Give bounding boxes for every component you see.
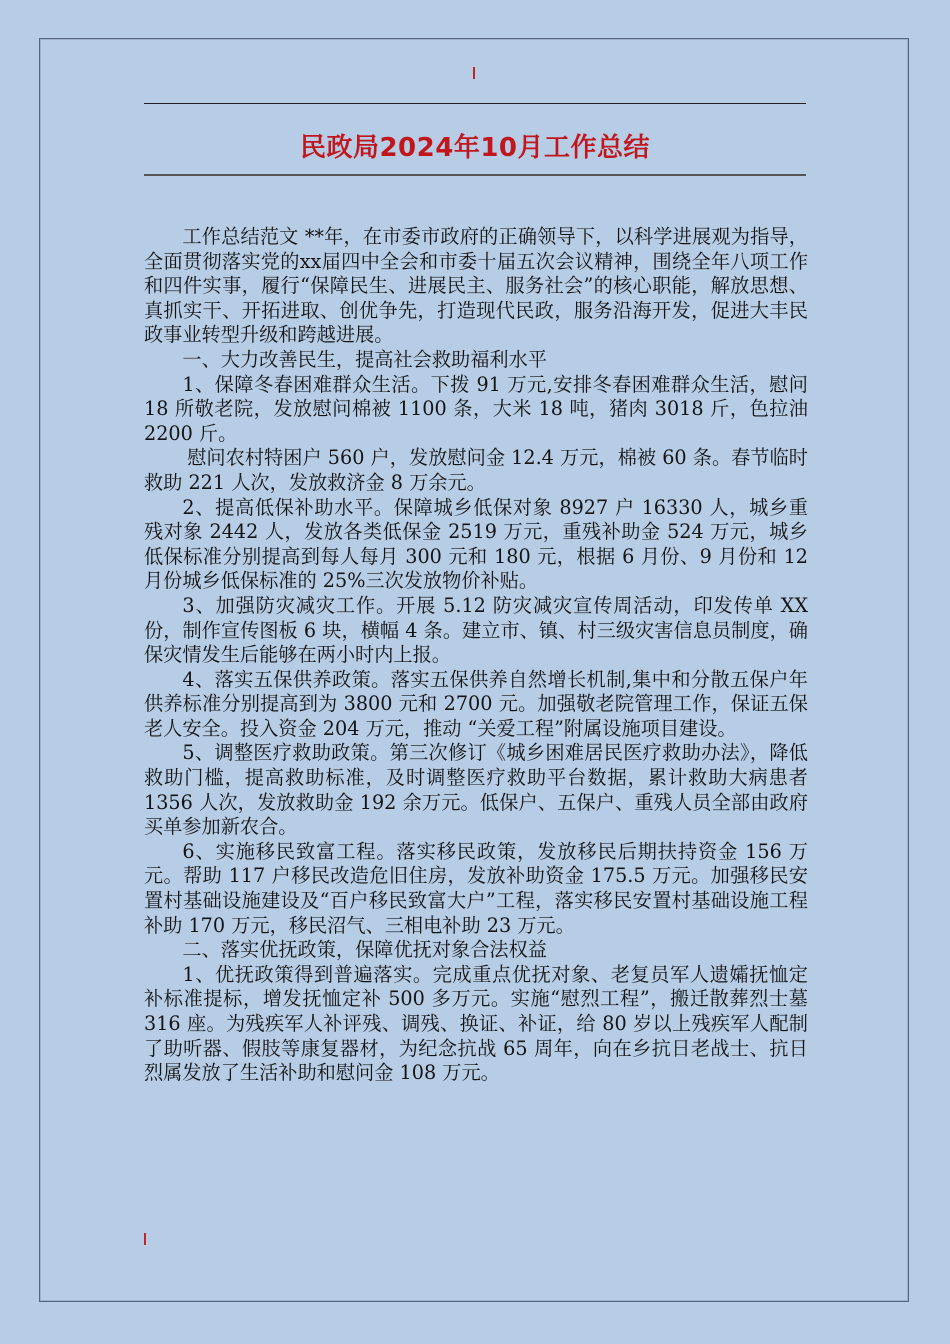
item-paragraph: 6、实施移民致富工程。落实移民政策，发放移民后期扶持资金 156 万元。帮助 117 户移民改造危旧住房，发放补助资金 175.5 万元。加强移民安置村基础设施建设及“百户移民致富大户”工程，落实移民安置村基础设施工程补助 170 万元，移民沼气、三相电补助 23 万元。 (144, 839, 808, 937)
item-paragraph: 5、调整医疗救助政策。第三次修订《城乡困难居民医疗救助办法》，降低救助门槛，提高救助标准，及时调整医疗救助平台数据，累计救助大病患者 1356 人次，发放救助金 192 余万元。低保户、五保户、重残人员全部由政府买单参加新农合。 (144, 741, 808, 839)
header-rule (144, 103, 806, 104)
section-heading-2: 二、落实优抚政策，保障优抚对象合法权益 (182, 938, 547, 962)
item-paragraph: 1、优抚政策得到普遍落实。完成重点优抚对象、老复员军人遗孀抚恤定补标准提标，增发抚恤定补 500 多万元。实施“慰烈工程”，搬迁散葬烈士墓 316 座。为残疾军人补评残、调残、换证、补证，给 80 岁以上残疾军人配制了助听器、假肢等康复器材，为纪念抗战 65 周年，向在乡抗日老战士、抗日烈属发放了生活补助和慰问金 108 万元。 (144, 962, 808, 1085)
intro-paragraph: 工作总结范文 **年，在市委市政府的正确领导下，以科学进展观为指导，全面贯彻落实党的xx届四中全会和市委十届五次会议精神，围绕全年八项工作和四件实事，履行“保障民生、进展民主、服务社会”的核心职能，解放思想、真抓实干、开拓进取、创优争先，打造现代民政，服务沿海开发，促进大丰民政事业转型升级和跨越进展。 (144, 225, 808, 347)
document-body (144, 225, 808, 1086)
item-paragraph: 2、提高低保补助水平。保障城乡低保对象 8927 户 16330 人，城乡重残对象 2442 人，发放各类低保金 2519 万元，重残补助金 524 万元，城乡低保标准分别提高到每人每月 300 元和 180 元，根据 6 月份、9 月份和 12 月份城乡低保标准的 25%三次发放物价补贴。 (144, 495, 808, 593)
header-cursor-mark (473, 67, 475, 79)
title-rule (144, 174, 806, 176)
footer-cursor-mark (144, 1233, 146, 1245)
item-paragraph: 4、落实五保供养政策。落实五保供养自然增长机制,集中和分散五保户年供养标准分别提高到为 3800 元和 2700 元。加强敬老院管理工作，保证五保老人安全。投入资金 204 万元，推动 “关爱工程”附属设施项目建设。 (144, 667, 808, 740)
item-paragraph: 3、加强防灾减灾工作。开展 5.12 防灾减灾宣传周活动，印发传单 XX 份，制作宣传图板 6 块，横幅 4 条。建立市、镇、村三级灾害信息员制度，确保灾情发生后能够在两小时内上报。 (144, 593, 808, 667)
section-heading-1: 一、大力改善民生，提高社会救助福利水平 (182, 347, 547, 371)
document-title: 民政局2024年10月工作总结 (299, 133, 651, 163)
item-paragraph: 1、保障冬春困难群众生活。下拨 91 万元,安排冬春困难群众生活，慰问 18 所敬老院，发放慰问棉被 1100 条，大米 18 吨，猪肉 3018 斤，色拉油 2200 斤。 (144, 372, 808, 445)
item-paragraph: 慰问农村特困户 560 户，发放慰问金 12.4 万元，棉被 60 条。春节临时救助 221 人次，发放救济金 8 万余元。 (144, 446, 808, 494)
